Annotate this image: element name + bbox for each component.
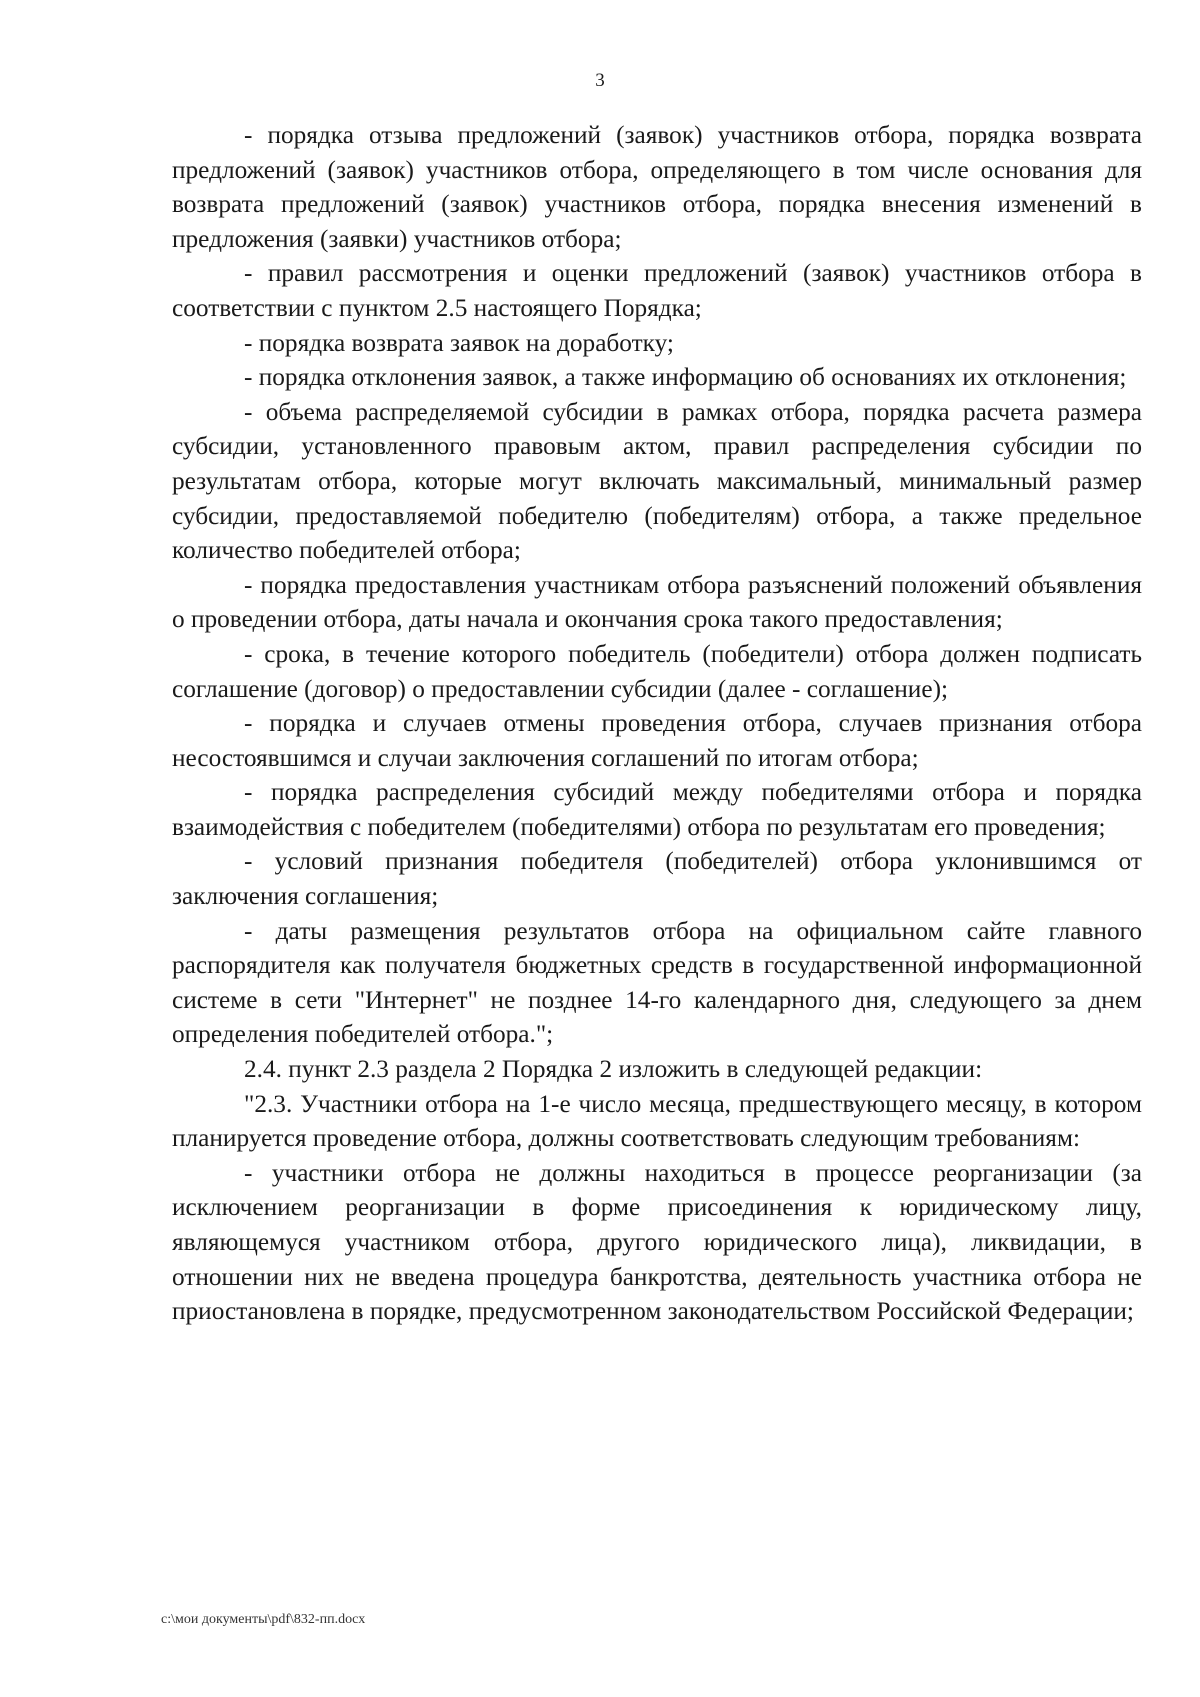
paragraph: - порядка и случаев отмены проведения отбора, случаев признания отбора несостоявшимся и случаи заключения соглашений по итогам отбора; <box>172 709 1142 772</box>
paragraph: - участники отбора не должны находиться в процессе реорганизации (за исключением реорганизации в форме присоединения к юридическому лицу, являющемуся участником отбора, другого юридического лица), ликвидации, в отношении них не введена процедура банкротства, деятельность участника отбора не приостановлена в порядке, предусмотренном законодательством Российской Федерации; <box>172 1158 1142 1326</box>
paragraph: - объема распределяемой субсидии в рамках отбора, порядка расчета размера субсидии, установленного правовым актом, правил распределения субсидии по результатам отбора, которые могут включать максимальный, минимальный размер субсидии, предоставляемой победителю (победителям) отбора, а также предельное количество победителей отбора; <box>172 397 1142 565</box>
paragraph: - порядка отклонения заявок, а также информацию об основаниях их отклонения; <box>244 363 1127 392</box>
page-number: 3 <box>595 70 605 91</box>
document-body <box>172 118 1142 1329</box>
paragraph: "2.3. Участники отбора на 1-е число месяца, предшествующего месяцу, в котором планируется проведение отбора, должны соответствовать следующим требованиям: <box>172 1089 1142 1153</box>
paragraph: - порядка возврата заявок на доработку; <box>244 328 674 357</box>
paragraph: - срока, в течение которого победитель (победители) отбора должен подписать соглашение (договор) о предоставлении субсидии (далее - соглашение); <box>172 639 1142 703</box>
footer-file-path: c:\мои документы\pdf\832-пп.docx <box>161 1612 366 1627</box>
paragraph: - правил рассмотрения и оценки предложений (заявок) участников отбора в соответствии с пунктом 2.5 настоящего Порядка; <box>172 259 1142 322</box>
paragraph: - даты размещения результатов отбора на официальном сайте главного распорядителя как получателя бюджетных средств в государственной информационной системе в сети "Интернет" не позднее 14-го календарного дня, следующего за днем определения победителей отбора."; <box>172 916 1142 1049</box>
paragraph: - порядка распределения субсидий между победителями отбора и порядка взаимодействия с победителем (победителями) отбора по результатам его проведения; <box>172 778 1142 841</box>
paragraph: 2.4. пункт 2.3 раздела 2 Порядка 2 изложить в следующей редакции: <box>244 1055 983 1084</box>
paragraph: - условий признания победителя (победителей) отбора уклонившимся от заключения соглашения; <box>172 847 1142 911</box>
paragraph: - порядка отзыва предложений (заявок) участников отбора, порядка возврата предложений (заявок) участников отбора, определяющего в том числе основания для возврата предложений (заявок) участников отбора, порядка внесения изменений в предложения (заявки) участников отбора; <box>172 121 1142 253</box>
paragraph: - порядка предоставления участникам отбора разъяснений положений объявления о проведении отбора, даты начала и окончания срока такого предоставления; <box>172 570 1142 634</box>
